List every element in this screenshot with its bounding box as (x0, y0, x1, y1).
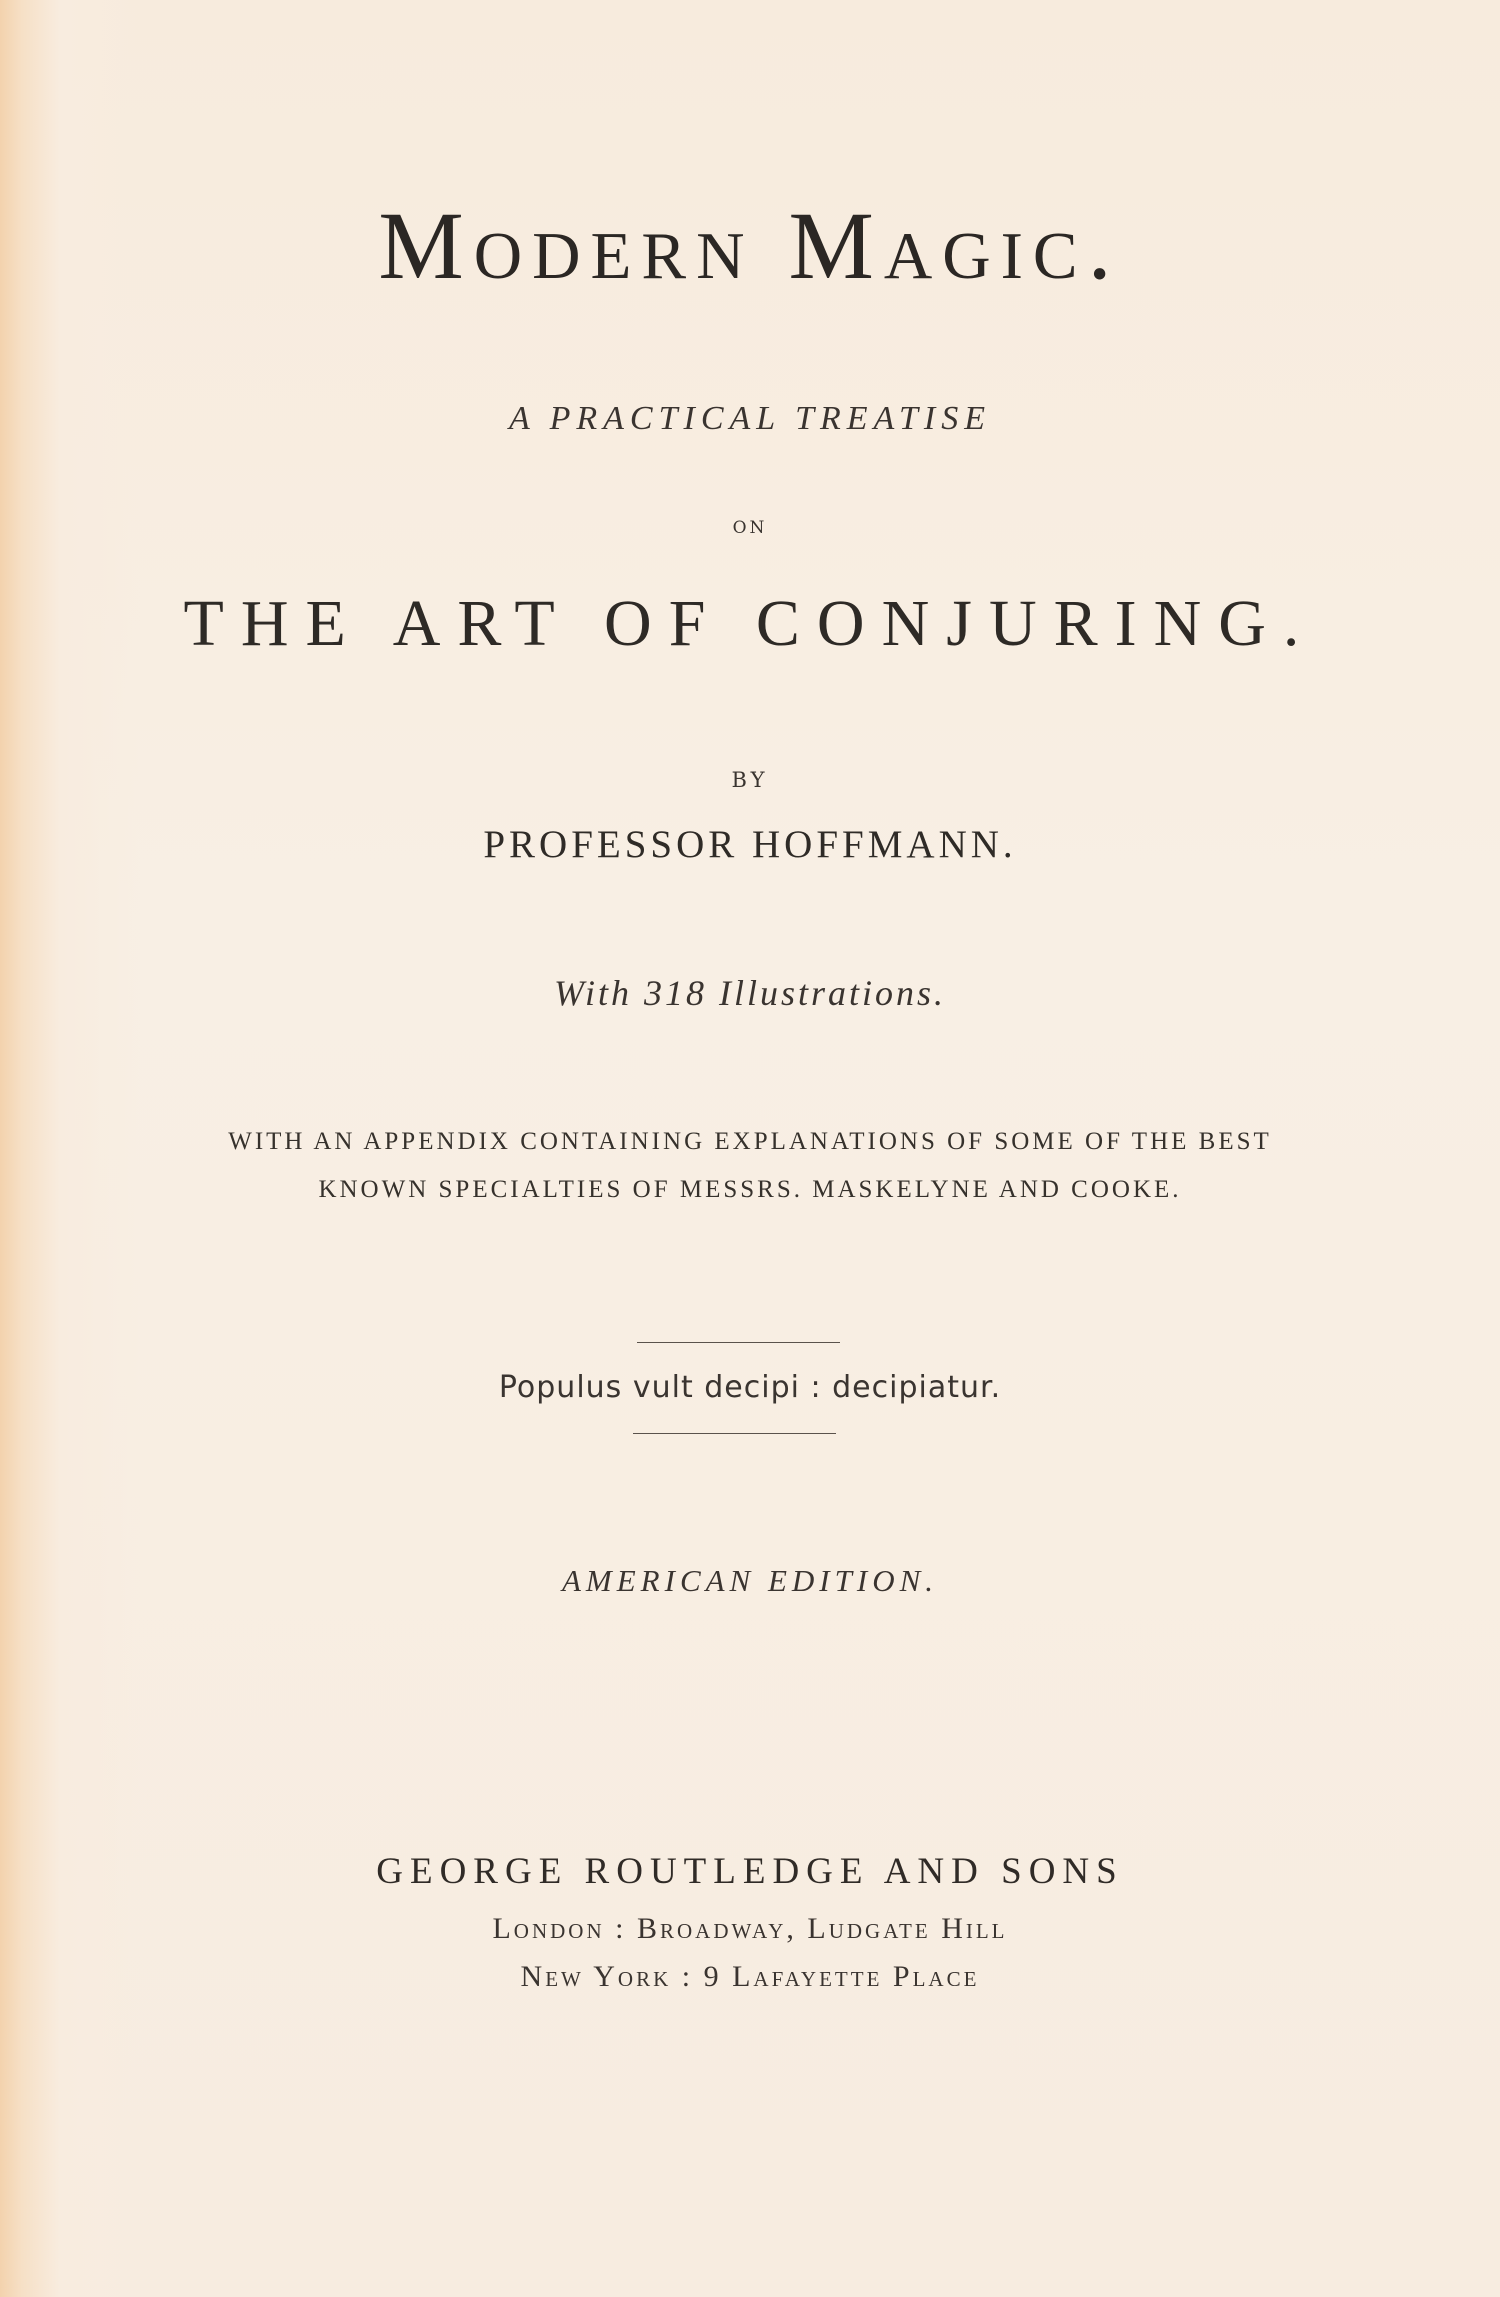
appendix-line-1: WITH AN APPENDIX CONTAINING EXPLANATIONS OF SOME OF THE BEST (228, 1128, 1272, 1155)
publisher-address-newyork: New York : 9 Lafayette Place (520, 1960, 980, 1993)
book-subject: THE ART OF CONJURING. (183, 587, 1317, 660)
subtitle-connector: ON (732, 518, 768, 538)
book-subtitle: A PRACTICAL TREATISE (508, 400, 992, 437)
motto: Populus vult decipi : decipiatur. (498, 1370, 1002, 1405)
book-title: Modern Magic. (378, 192, 1122, 299)
top-divider (637, 1342, 840, 1343)
bottom-divider (633, 1433, 836, 1434)
by-label: BY (731, 768, 769, 792)
appendix-line-2: KNOWN SPECIALTIES OF MESSRS. MASKELYNE AND COOKE. (318, 1176, 1182, 1203)
illustrations-note: With 318 Illustrations. (553, 973, 947, 1013)
publisher-address-london: London : Broadway, Ludgate Hill (492, 1912, 1008, 1945)
edition-label: AMERICAN EDITION. (561, 1563, 939, 1598)
author-name: PROFESSOR HOFFMANN. (483, 823, 1017, 866)
publisher-name: GEORGE ROUTLEDGE AND SONS (376, 1851, 1124, 1892)
